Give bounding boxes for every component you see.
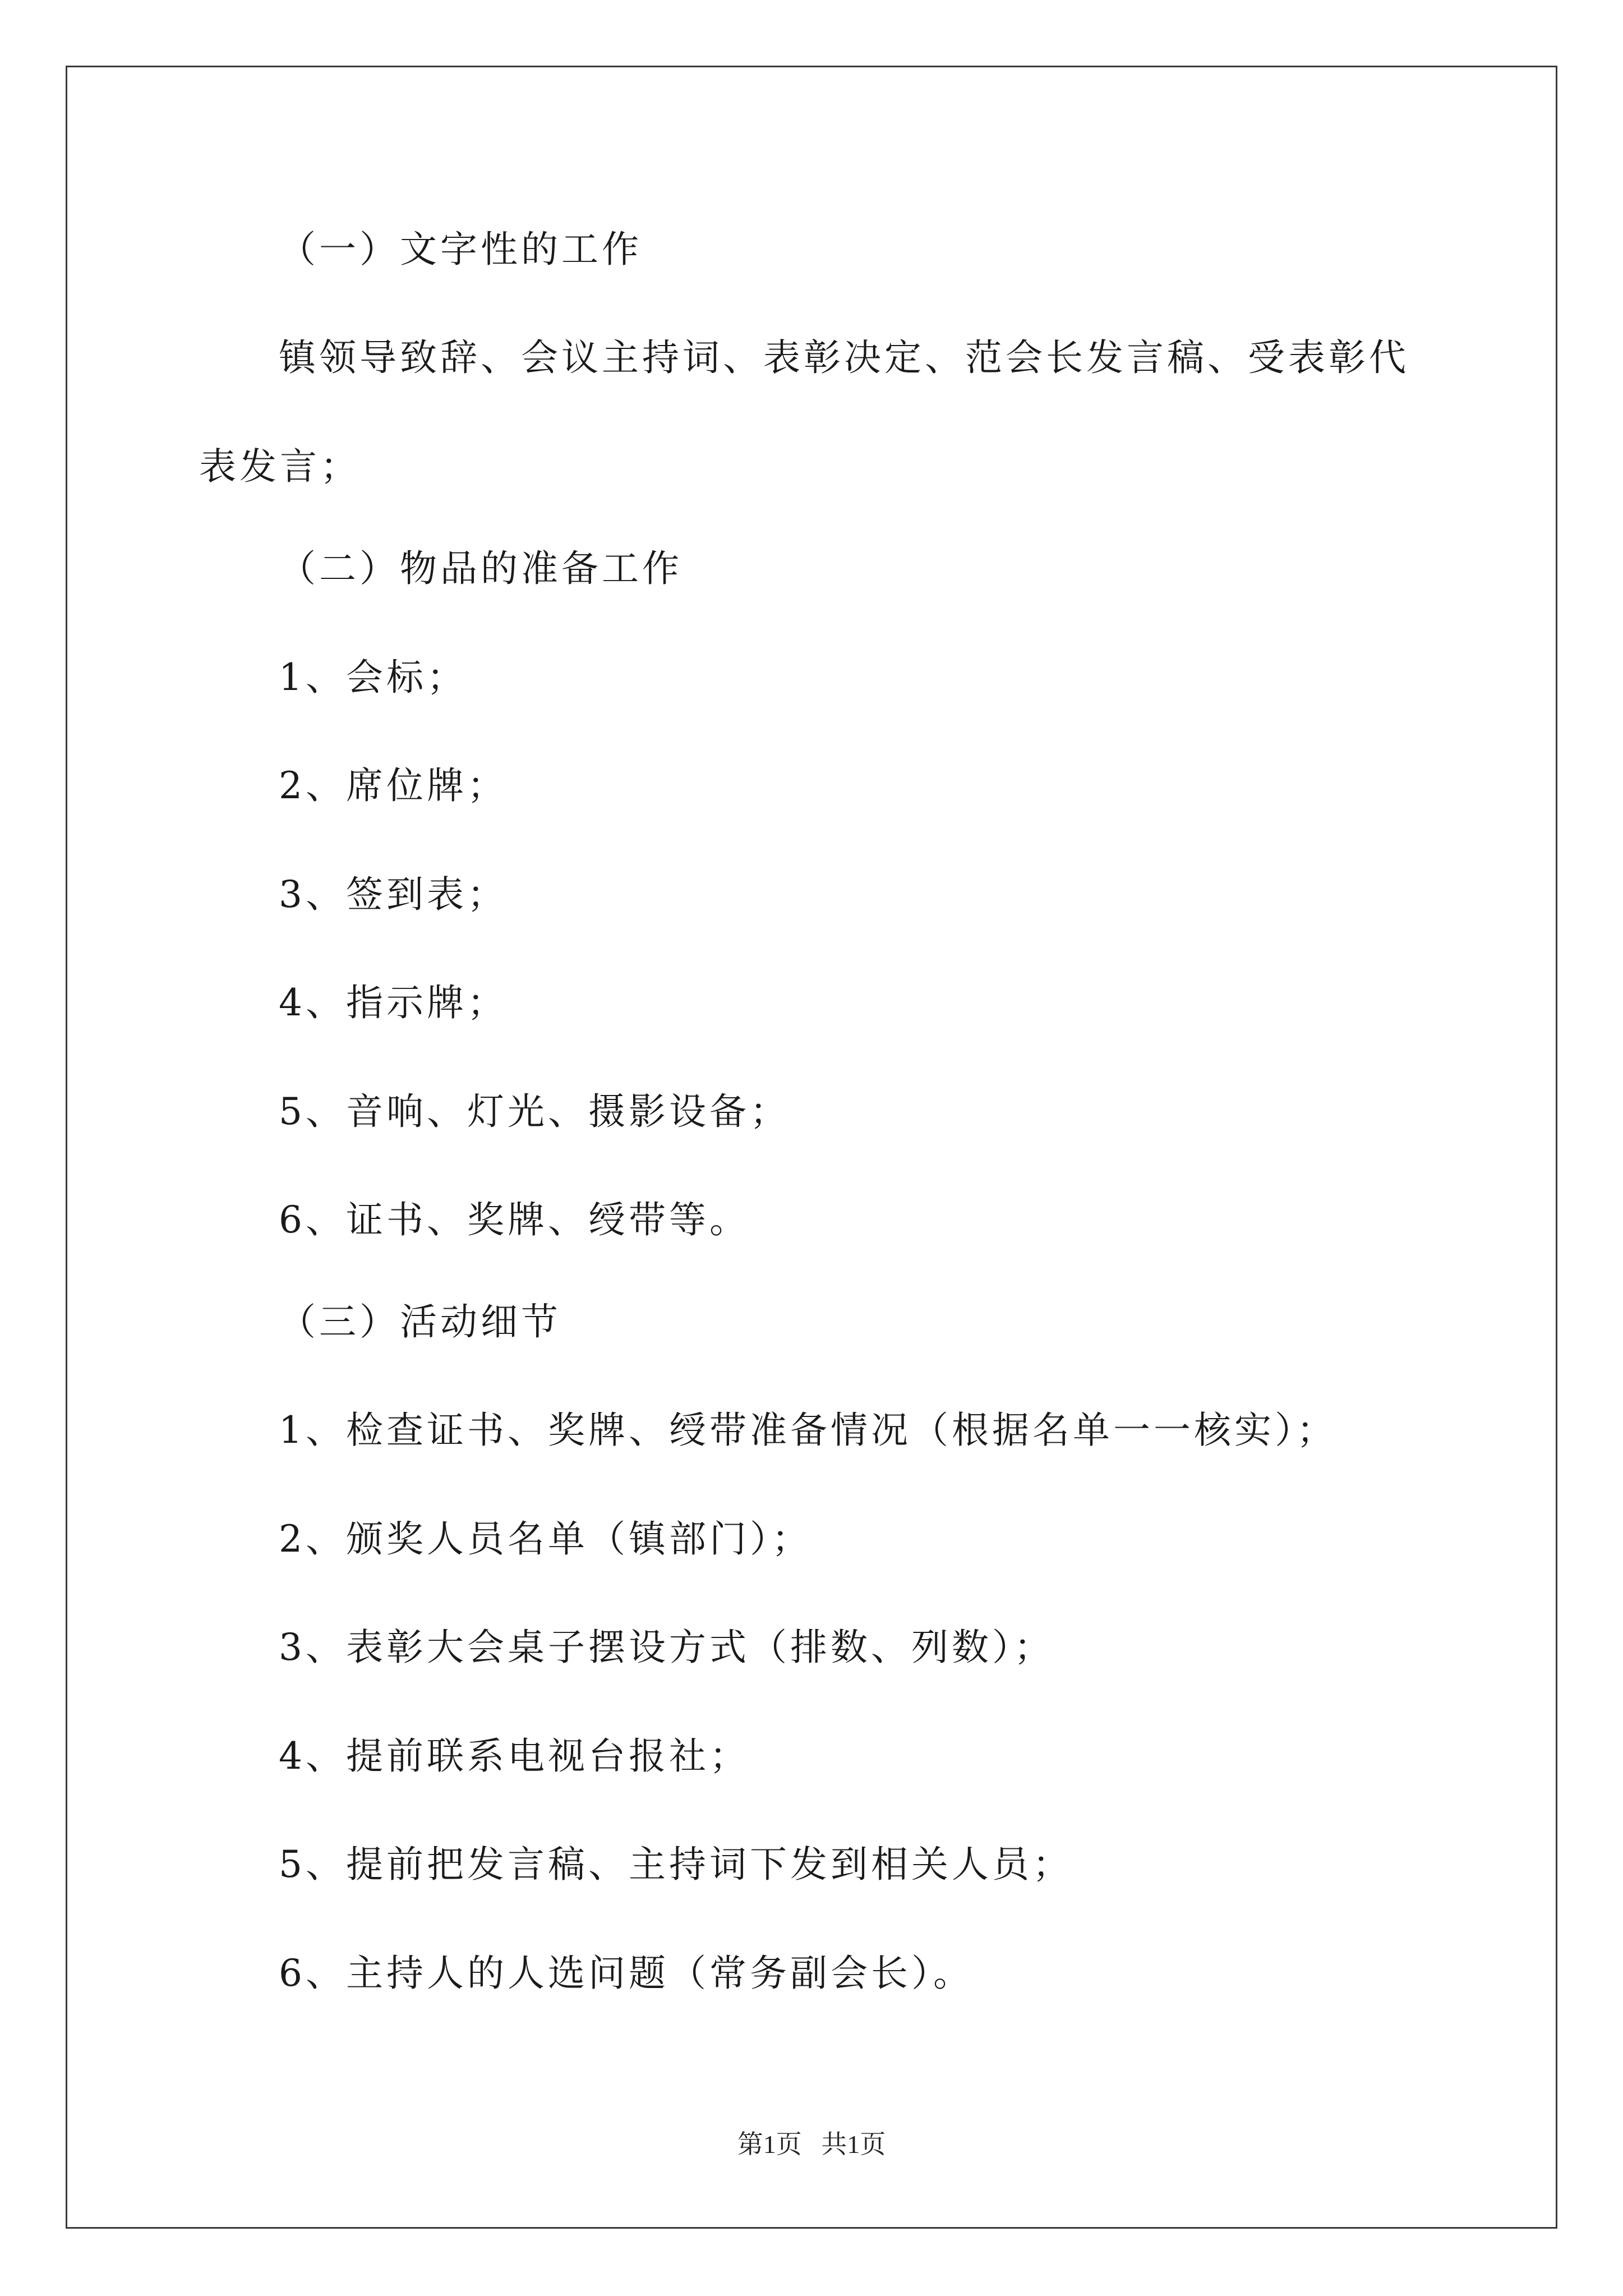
list-item-distribute-speeches: 5、提前把发言稿、主持词下发到相关人员；: [279, 1843, 1073, 1886]
page-border: [66, 66, 1557, 2229]
paragraph-text-work-line-2: 表发言；: [199, 445, 361, 488]
list-item-table-layout: 3、表彰大会桌子摆设方式（排数、列数）；: [279, 1626, 1054, 1669]
list-item-av-equipment: 5、音响、灯光、摄影设备；: [279, 1090, 790, 1133]
section-heading-activity-details: （三）活动细节: [279, 1300, 561, 1343]
list-item-host-selection: 6、主持人的人选问题（常务副会长）。: [279, 1952, 974, 1995]
list-item-signage: 4、指示牌；: [279, 981, 508, 1024]
list-item-certificates: 6、证书、奖牌、绶带等。: [279, 1198, 750, 1241]
list-item-contact-media: 4、提前联系电视台报社；: [279, 1734, 750, 1778]
section-heading-items-prep: （二）物品的准备工作: [279, 547, 683, 590]
list-item-presenters-list: 2、颁奖人员名单（镇部门）；: [279, 1517, 812, 1561]
list-item-seat-card: 2、席位牌；: [279, 764, 508, 807]
list-item-sign-in-sheet: 3、签到表；: [279, 873, 508, 916]
list-item-check-certificates: 1、检查证书、奖牌、绶带准备情况（根据名单一一核实）；: [279, 1409, 1337, 1452]
page-footer: 第1页 共1页: [737, 2130, 886, 2159]
paragraph-text-work-line-1: 镇领导致辞、会议主持词、表彰决定、范会长发言稿、受表彰代: [279, 336, 1409, 379]
section-heading-text-work: （一）文字性的工作: [279, 228, 642, 271]
list-item-banner: 1、会标；: [279, 656, 467, 699]
